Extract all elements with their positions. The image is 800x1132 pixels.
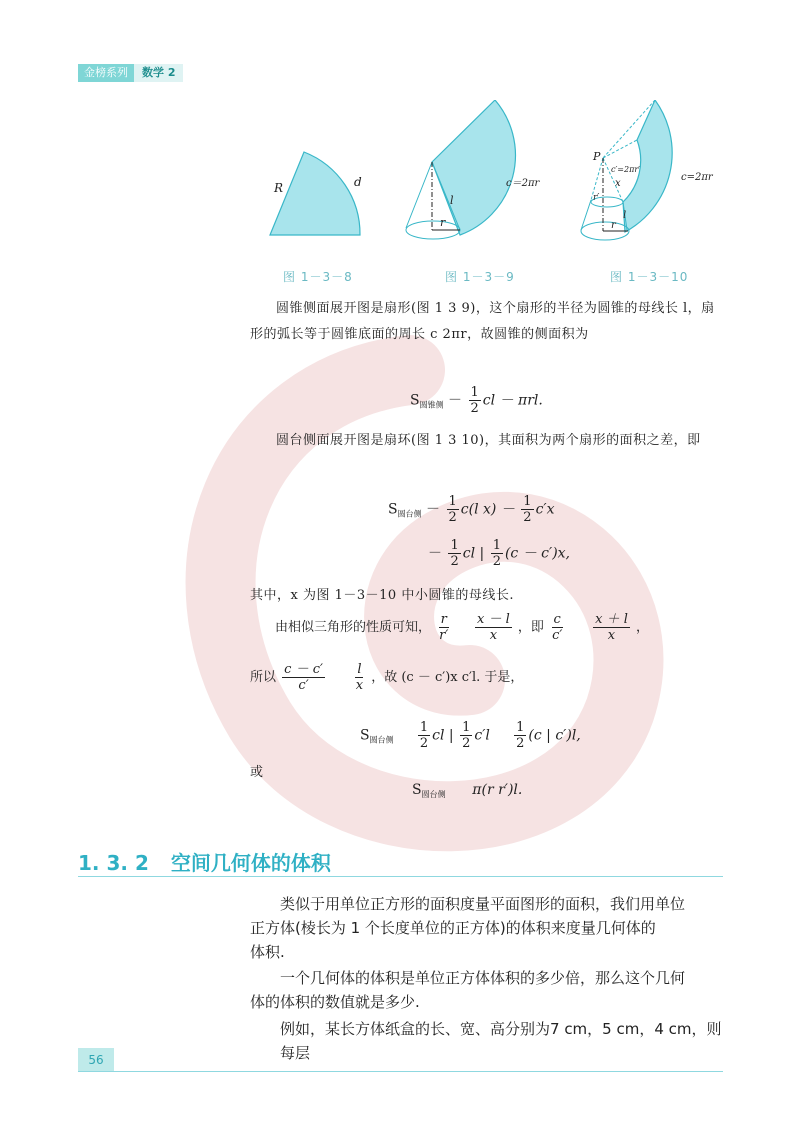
label-r: r [440, 216, 446, 229]
label-d: d [354, 175, 362, 189]
paragraph-frustum-lateral: 圆台侧面展开图是扇环(图 1 3 10)，其面积为两个扇形的面积之差，即 [276, 433, 701, 448]
formula-frustum-line2: － $\frac{1}{2}$ cl | $\frac{1}{2}$ (c － c′)x, [428, 538, 570, 569]
label-r: r [611, 220, 616, 231]
page-number: 56 [78, 1048, 114, 1072]
figure-caption-1: 图 1－3－8 [283, 270, 353, 284]
text-or: 或 [250, 765, 264, 780]
formula-frustum-final: $S_{圆台侧}$ π(r r′)l. [412, 782, 523, 799]
section-number: 1. 3. 2 [78, 851, 149, 875]
label-l: l [623, 210, 627, 221]
running-header [78, 64, 183, 82]
paragraph-x-definition: 其中，x 为图 1－3－10 中小圆锥的母线长. [250, 588, 514, 603]
section-heading [78, 847, 331, 876]
body-line-6: 例如，某长方体纸盒的长、宽、高分别为7 cm，5 cm，4 cm，则每层 [280, 1020, 722, 1062]
figure-frustum-annulus [575, 100, 735, 250]
formula-frustum-simplified: $S_{圆台侧}$ $\frac{1}{2}$ cl | $\frac{1}{2}$ c′l $\frac{1}{2}$ (c | c′)l, [360, 720, 581, 751]
section-rule [78, 876, 723, 877]
figure-caption-3: 图 1－3－10 [610, 270, 689, 284]
figure-caption-2: 图 1－3－9 [445, 270, 515, 284]
paragraph-therefore: 所以 $\frac{c - c'}{c'}$ $\frac{l}{x}$ ，故 (c － c′)x c′l. 于是， [250, 662, 524, 693]
label-c-prime: c′=2πr′ [611, 165, 640, 174]
label-R: R [274, 181, 284, 195]
body-line-5: 体的体积的数值就是多少. [250, 993, 420, 1011]
paragraph-similar-triangles: 由相似三角形的性质可知， $\frac{r}{r'}$ $\frac{x - l}{x}$ ，即 $\frac{c}{c'}$ $\frac{x + l}{x}$ ， [275, 612, 650, 643]
label-c: c＝2πr [506, 178, 540, 189]
body-line-4: 一个几何体的体积是单位正方体体积的多少倍，那么这个几何 [280, 969, 686, 987]
section-title: 空间几何体的体积 [170, 851, 331, 875]
series-name: 金榜系列 [78, 64, 134, 82]
formula-frustum-line1: $S_{圆台侧}$ － $\frac{1}{2}$ c(l x) － $\frac{1}{2}$ c′x [388, 494, 555, 525]
body-line-2: 正方体(棱长为 1 个长度单位的正方体)的体积来度量几何体的 [250, 919, 656, 937]
formula-cone-lateral: $S_{圆锥侧}$ － $\frac{1}{2}$ cl － πrl. [410, 385, 543, 416]
footer-rule [78, 1071, 723, 1072]
paragraph-cone-lateral: 圆锥侧面展开图是扇形(图 1 3 9)，这个扇形的半径为圆锥的母线长 l，扇形的弧长等于圆锥底面的周长 c 2πr，故圆锥的侧面积为 [250, 301, 715, 342]
label-P: P [593, 150, 601, 163]
book-title: 数学 2 [134, 64, 183, 82]
body-line-1: 类似于用单位正方形的面积度量平面图形的面积，我们用单位 [280, 895, 686, 913]
label-x: x [615, 178, 621, 189]
figure-cone-unfolded [400, 100, 570, 250]
body-line-3: 体积. [250, 943, 285, 961]
label-c: c=2πr [681, 172, 713, 183]
figure-sector [262, 140, 382, 250]
label-l: l [450, 194, 454, 207]
label-r-prime: r′ [593, 193, 600, 203]
